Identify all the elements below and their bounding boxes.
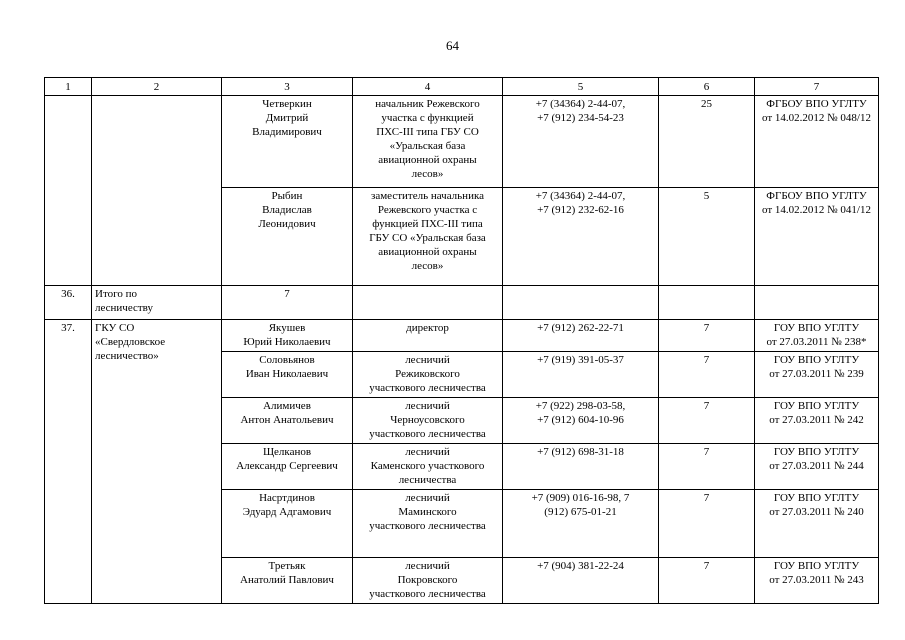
person-position: начальник Режевского участка с функцией ПХС-III типа ГБУ СО «Уральская база авиационной охраны лесов» xyxy=(353,96,503,188)
page-number: 64 xyxy=(446,38,459,53)
person-document: ФГБОУ ВПО УГЛТУ от 14.02.2012 № 041/12 xyxy=(755,188,879,286)
person-count: 7 xyxy=(659,444,755,490)
person-position: лесничий Режиковского участкового лесничества xyxy=(353,352,503,398)
person-name: Рыбин Владислав Леонидович xyxy=(222,188,353,286)
person-document: ГОУ ВПО УГЛТУ от 27.03.2011 № 238* xyxy=(755,320,879,352)
person-position: лесничий Покровского участкового лесничества xyxy=(353,558,503,604)
table-row xyxy=(45,96,879,188)
person-document: ФГБОУ ВПО УГЛТУ от 14.02.2012 № 048/12 xyxy=(755,96,879,188)
person-phone: +7 (919) 391-05-37 xyxy=(503,352,659,398)
column-header: 2 xyxy=(92,78,222,96)
empty-cell xyxy=(659,286,755,320)
person-position: лесничий Маминского участкового лесничества xyxy=(353,490,503,558)
person-phone: +7 (904) 381-22-24 xyxy=(503,558,659,604)
person-document: ГОУ ВПО УГЛТУ от 27.03.2011 № 243 xyxy=(755,558,879,604)
column-header: 1 xyxy=(45,78,92,96)
person-name: Щелканов Александр Сергеевич xyxy=(222,444,353,490)
person-name: Насртдинов Эдуард Адгамович xyxy=(222,490,353,558)
person-count: 7 xyxy=(659,320,755,352)
total-row xyxy=(45,286,879,320)
person-phone: +7 (912) 262-22-71 xyxy=(503,320,659,352)
person-document: ГОУ ВПО УГЛТУ от 27.03.2011 № 242 xyxy=(755,398,879,444)
column-header: 7 xyxy=(755,78,879,96)
person-name: Алимичев Антон Анатольевич xyxy=(222,398,353,444)
row-number-cell xyxy=(45,96,92,286)
person-document: ГОУ ВПО УГЛТУ от 27.03.2011 № 239 xyxy=(755,352,879,398)
person-count: 25 xyxy=(659,96,755,188)
person-phone: +7 (912) 698-31-18 xyxy=(503,444,659,490)
empty-cell xyxy=(353,286,503,320)
empty-cell xyxy=(503,286,659,320)
person-count: 7 xyxy=(659,490,755,558)
column-number-row xyxy=(45,78,879,96)
person-position: заместитель начальника Режевского участка с функцией ПХС-III типа ГБУ СО «Уральская база авиационной охраны лесов» xyxy=(353,188,503,286)
person-document: ГОУ ВПО УГЛТУ от 27.03.2011 № 240 xyxy=(755,490,879,558)
person-count: 7 xyxy=(659,558,755,604)
row-number-cell: 37. xyxy=(45,320,92,604)
person-phone: +7 (34364) 2-44-07, +7 (912) 232-62-16 xyxy=(503,188,659,286)
row-number-cell: 36. xyxy=(45,286,92,320)
person-phone: +7 (909) 016-16-98, 7 (912) 675-01-21 xyxy=(503,490,659,558)
column-header: 5 xyxy=(503,78,659,96)
column-header: 3 xyxy=(222,78,353,96)
column-header: 6 xyxy=(659,78,755,96)
empty-cell xyxy=(755,286,879,320)
person-count: 7 xyxy=(659,398,755,444)
organization-cell xyxy=(92,96,222,286)
person-name: Якушев Юрий Николаевич xyxy=(222,320,353,352)
organization-cell: ГКУ СО «Свердловское лесничество» xyxy=(92,320,222,604)
total-label: Итого по лесничеству xyxy=(92,286,222,320)
person-name: Четверкин Дмитрий Владимирович xyxy=(222,96,353,188)
person-position: лесничий Черноусовского участкового лесничества xyxy=(353,398,503,444)
column-header: 4 xyxy=(353,78,503,96)
person-phone: +7 (922) 298-03-58, +7 (912) 604-10-96 xyxy=(503,398,659,444)
person-position: директор xyxy=(353,320,503,352)
person-count: 7 xyxy=(659,352,755,398)
person-name: Соловьянов Иван Николаевич xyxy=(222,352,353,398)
total-value: 7 xyxy=(222,286,353,320)
table-row xyxy=(45,320,879,352)
personnel-table xyxy=(44,77,879,604)
person-name: Третьяк Анатолий Павлович xyxy=(222,558,353,604)
person-phone: +7 (34364) 2-44-07, +7 (912) 234-54-23 xyxy=(503,96,659,188)
person-document: ГОУ ВПО УГЛТУ от 27.03.2011 № 244 xyxy=(755,444,879,490)
person-position: лесничий Каменского участкового лесничества xyxy=(353,444,503,490)
person-count: 5 xyxy=(659,188,755,286)
